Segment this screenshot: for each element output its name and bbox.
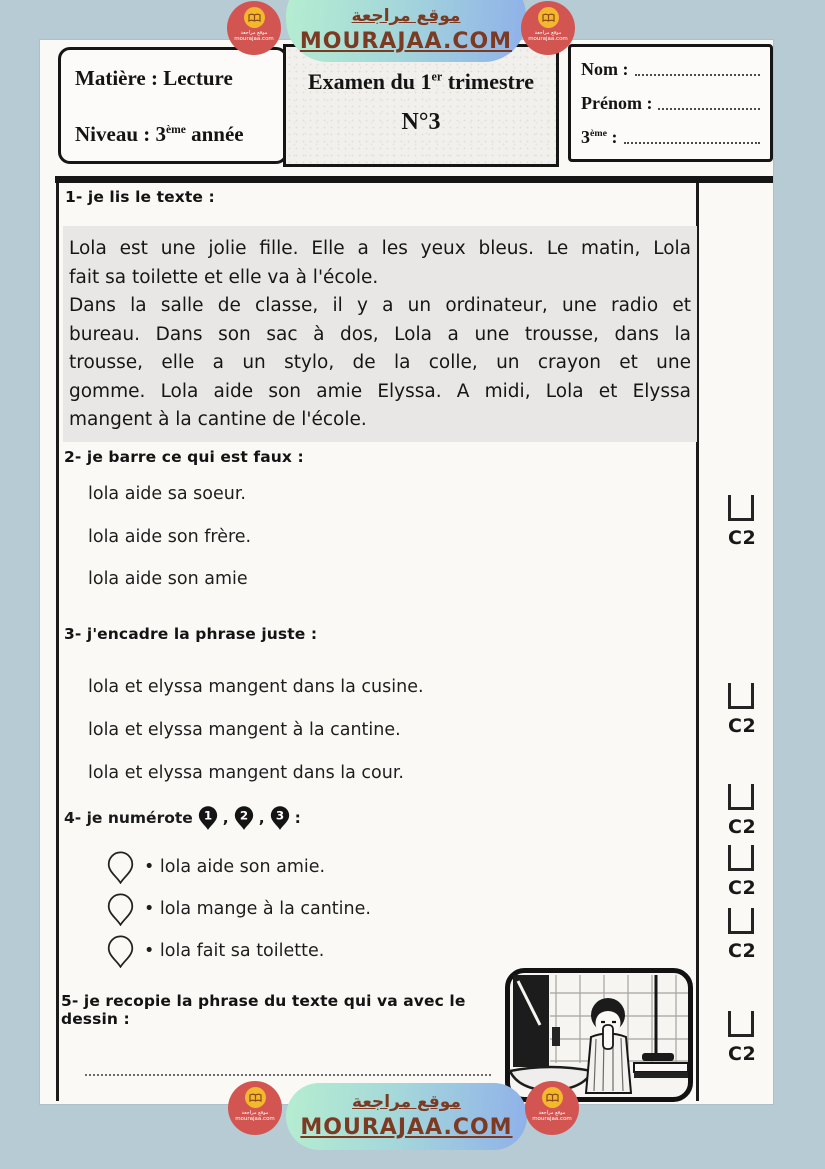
badge-site-text: mourajaa.com	[235, 1116, 275, 1122]
number-pin-2-icon	[233, 805, 255, 831]
site-logo-badge	[525, 1081, 579, 1135]
option-cross-out: lola aide sa soeur.	[88, 484, 246, 504]
passage-line: Dans la salle de classe, il y a un ordinateur, une radio et	[69, 295, 691, 316]
grade-label	[581, 127, 618, 148]
grade-field[interactable]	[624, 130, 761, 144]
badge-arabic-text: موقع مراجعة	[240, 30, 268, 36]
grade-row	[581, 127, 762, 148]
option-frame: lola et elyssa mangent dans la cour.	[88, 763, 404, 783]
child	[586, 998, 631, 1093]
numbering-item	[144, 857, 325, 877]
exam-title-base: Examen du 1	[307, 69, 432, 94]
score-label: C2	[728, 715, 757, 737]
comma: ,	[222, 809, 229, 827]
svg-text:1: 1	[203, 808, 212, 823]
score-label: C2	[728, 877, 757, 899]
watermark-arabic: موقع مراجعة	[352, 1092, 461, 1112]
score-label: C2	[728, 527, 757, 549]
watermark-site-link[interactable]: MOURAJAA.COM	[300, 1115, 513, 1140]
section4-title: 4- je numérote	[64, 809, 193, 827]
svg-text:3: 3	[275, 808, 284, 823]
numbering-item-text: lola aide son amie.	[159, 857, 326, 877]
passage-line: trousse, elle a un stylo, de la colle, un crayon et une	[69, 352, 691, 373]
header-divider-rule	[55, 176, 773, 183]
name-row	[581, 59, 762, 80]
numbering-row	[106, 889, 371, 929]
watermark-pill-top	[286, 0, 526, 62]
section4-title-row	[64, 803, 301, 833]
passage-line: gomme. Lola aide son amie Elyssa. A midi, Lola et Elyssa	[69, 380, 691, 402]
score-mark	[728, 495, 762, 549]
subject-box	[58, 47, 288, 164]
subject-label: Matière : Lecture	[75, 66, 233, 90]
bullet: •	[144, 857, 155, 877]
name-label: Nom :	[581, 59, 629, 79]
numbering-row	[106, 847, 325, 887]
book-logo-icon	[244, 7, 265, 28]
level-label	[75, 122, 244, 147]
student-info-box	[568, 44, 773, 162]
score-label: C2	[728, 1043, 757, 1065]
book-logo-icon	[245, 1087, 266, 1108]
colon: :	[294, 809, 301, 827]
firstname-row	[581, 93, 762, 114]
watermark-pill-bottom	[286, 1083, 527, 1150]
passage-line: bureau. Dans son sac à dos, Lola a une trousse, dans la	[69, 323, 691, 345]
score-box[interactable]	[728, 1011, 754, 1037]
score-box[interactable]	[728, 784, 754, 810]
number-pin-1-icon	[197, 805, 219, 831]
level-sup: ème	[166, 124, 186, 136]
svg-text:2: 2	[239, 808, 248, 823]
reading-passage	[63, 226, 697, 442]
watermark-arabic: موقع مراجعة	[351, 6, 461, 26]
exam-title-end: trimestre	[442, 69, 535, 94]
numbering-item	[144, 941, 324, 961]
bottle	[552, 1027, 560, 1046]
score-label: C2	[728, 816, 757, 838]
score-mark	[728, 1011, 762, 1065]
section2-title: 2- je barre ce qui est faux :	[64, 448, 304, 466]
content-left-border	[56, 183, 59, 1101]
numbering-row	[106, 931, 324, 971]
watermark-site-link[interactable]: MOURAJAA.COM	[299, 29, 513, 54]
empty-balloon-icon[interactable]	[106, 935, 135, 968]
option-cross-out: lola aide son frère.	[88, 527, 252, 547]
numbering-item-text: lola mange à la cantine.	[159, 899, 371, 919]
site-logo-badge	[228, 1081, 282, 1135]
badge-arabic-text: موقع مراجعة	[241, 1110, 269, 1116]
comma: ,	[258, 809, 265, 827]
answer-writing-line[interactable]	[85, 1064, 491, 1076]
level-base: Niveau : 3	[75, 122, 166, 146]
name-field[interactable]	[635, 62, 761, 76]
score-label: C2	[728, 940, 757, 962]
exam-title	[286, 69, 556, 95]
grade-end: :	[607, 127, 618, 147]
firstname-field[interactable]	[658, 96, 760, 110]
score-box[interactable]	[728, 683, 754, 709]
paper-sheet	[40, 40, 773, 1104]
option-cross-out: lola aide son amie	[88, 569, 248, 589]
badge-arabic-text: موقع مراجعة	[534, 30, 562, 36]
site-logo-badge	[227, 1, 281, 55]
option-frame: lola et elyssa mangent dans la cusine.	[88, 677, 424, 697]
book-logo-icon	[538, 7, 559, 28]
exam-number: N°3	[401, 109, 441, 135]
exam-title-box	[283, 44, 559, 167]
badge-site-text: mourajaa.com	[528, 36, 568, 42]
grade-sup: ème	[590, 128, 607, 139]
section5-title: 5- je recopie la phrase du texte qui va avec le dessin :	[61, 992, 466, 1028]
score-box[interactable]	[728, 495, 754, 521]
bathroom-drawing	[504, 967, 694, 1103]
passage-line: Lola est une jolie fille. Elle a les yeux bleus. Le matin, Lola	[69, 238, 691, 259]
section3-title: 3- j'encadre la phrase juste :	[64, 625, 318, 643]
score-mark	[728, 908, 762, 962]
site-logo-badge	[521, 1, 575, 55]
mirror	[513, 975, 549, 1067]
firstname-label: Prénom :	[581, 93, 653, 113]
exam-title-sup: er	[431, 69, 443, 84]
number-pin-3-icon	[269, 805, 291, 831]
empty-balloon-icon[interactable]	[106, 893, 135, 926]
section1-title: 1- je lis le texte :	[65, 188, 215, 206]
badge-arabic-text: موقع مراجعة	[538, 1110, 566, 1116]
grade-base: 3	[581, 127, 590, 147]
option-frame: lola et elyssa mangent à la cantine.	[88, 720, 401, 740]
score-box[interactable]	[728, 908, 754, 934]
score-box[interactable]	[728, 845, 754, 871]
score-mark	[728, 845, 762, 899]
score-mark	[728, 784, 762, 838]
badge-site-text: mourajaa.com	[234, 36, 274, 42]
passage-line: fait sa toilette et elle va à l'école.	[69, 266, 379, 288]
numbering-item	[144, 899, 371, 919]
badge-site-text: mourajaa.com	[532, 1116, 572, 1122]
numbering-item-text: lola fait sa toilette.	[159, 941, 325, 961]
level-end: année	[185, 122, 244, 146]
book-logo-icon	[542, 1087, 563, 1108]
passage-line: mangent à la cantine de l'école.	[69, 409, 367, 430]
empty-balloon-icon[interactable]	[106, 851, 135, 884]
bullet: •	[144, 899, 155, 919]
score-mark	[728, 683, 762, 737]
bullet: •	[144, 941, 155, 961]
